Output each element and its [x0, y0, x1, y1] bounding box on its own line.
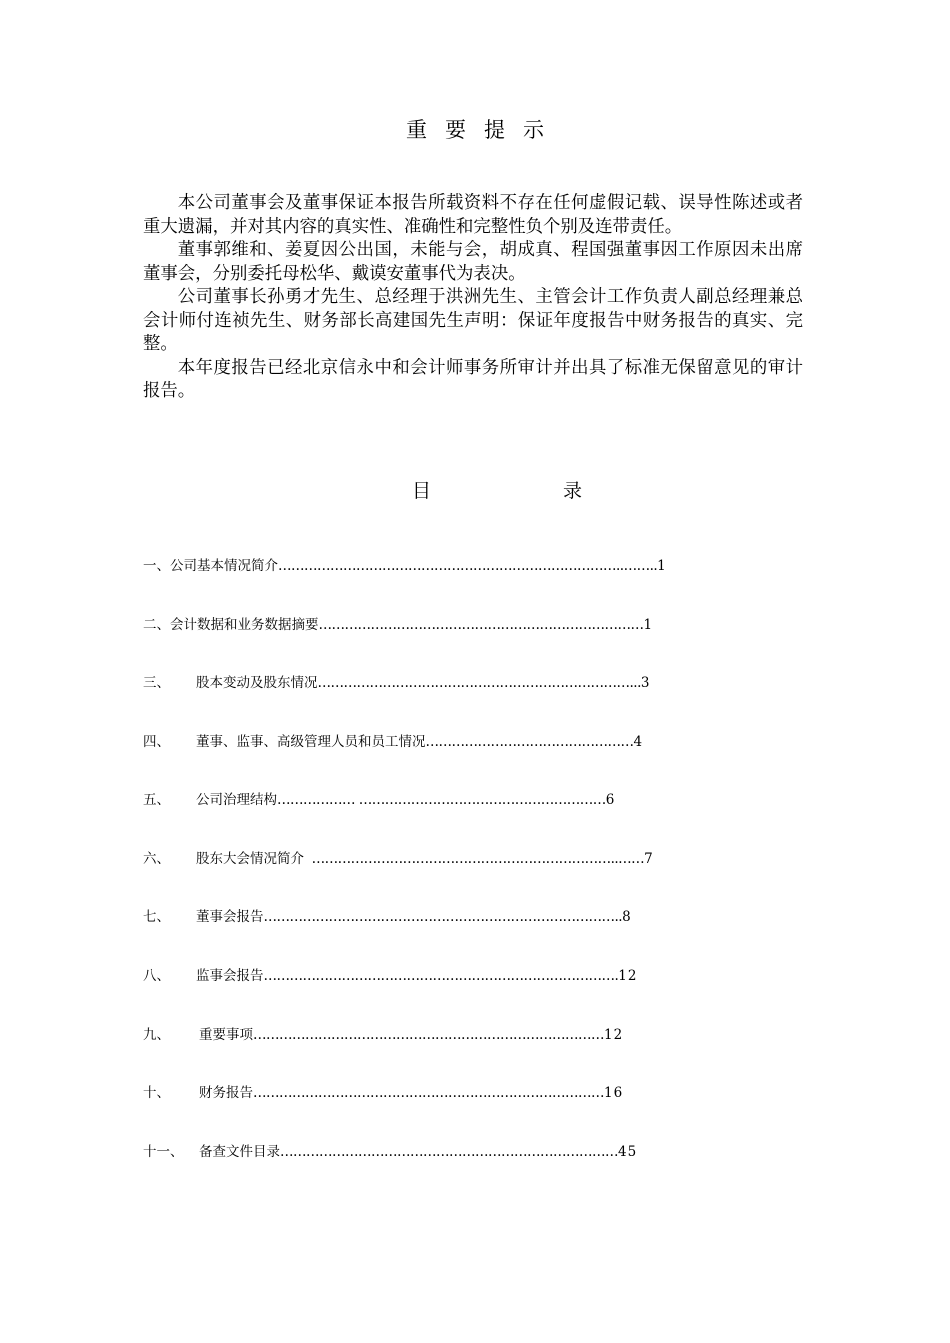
toc-item-text: 重要事项	[199, 1027, 253, 1043]
toc-item-page: 12	[618, 968, 638, 984]
toc-item-number: 一、	[143, 558, 170, 574]
toc-item[interactable]	[143, 1084, 623, 1102]
toc-item[interactable]	[143, 850, 654, 868]
toc-item-number: 五、	[143, 792, 170, 808]
toc-item-number: 二、	[143, 617, 170, 633]
toc-leader-dots: ………………………………………………………………………	[253, 1027, 604, 1043]
toc-item[interactable]	[143, 791, 615, 809]
notice-paragraph: 本公司董事会及董事保证本报告所载资料不存在任何虚假记载、误导性陈述或者重大遗漏，并对其内容的真实性、准确性和完整性负个别及连带责任。	[143, 193, 803, 237]
toc-item-text: 备查文件目录	[199, 1144, 280, 1160]
toc-item-text: 股本变动及股东情况	[196, 675, 318, 691]
page-title: 重要提示	[406, 118, 562, 142]
toc-item-page: 3	[640, 675, 651, 691]
toc-item-page: 6	[605, 792, 616, 808]
toc-item-number: 六、	[143, 851, 170, 867]
toc-item[interactable]	[143, 908, 632, 926]
toc-leader-dots: ……………………………………………………………………..……..	[278, 558, 658, 574]
important-notice	[143, 192, 803, 404]
toc-item-text: 监事会报告	[196, 968, 264, 984]
toc-item-page: 7	[644, 851, 654, 867]
toc-item[interactable]	[143, 674, 650, 692]
toc-leader-dots: ……………………………………………………………………….	[263, 968, 619, 984]
toc-leader-dots: ………………………………………………………………...	[317, 675, 641, 691]
toc-leader-dots: ………………………………………………………………………..	[263, 909, 623, 925]
toc-item-text: 董事会报告	[196, 909, 264, 925]
toc-item[interactable]	[143, 557, 667, 575]
toc-item-text: 公司治理结构	[196, 792, 277, 808]
toc-item-number: 九、	[143, 1027, 170, 1043]
toc-item[interactable]	[143, 1026, 623, 1044]
toc-item-text: 董事、监事、高级管理人员和员工情况	[196, 734, 426, 750]
toc-leader-dots: ……………………………………………………………..……	[304, 851, 645, 867]
toc-title-right: 录	[562, 480, 582, 502]
toc-item-page: 12	[604, 1027, 624, 1043]
toc-item-page: 1	[657, 558, 667, 574]
toc-item-text: 财务报告	[199, 1085, 253, 1101]
notice-paragraph: 董事郭维和、姜夏因公出国，未能与会，胡成真、程国强董事因工作原因未出席董事会，分别委托母松华、戴谟安董事代为表决。	[143, 240, 803, 284]
toc-item[interactable]	[143, 1143, 637, 1161]
notice-paragraph: 公司董事长孙勇才先生、总经理于洪洲先生、主管会计工作负责人副总经理兼总会计师付连祯先生、财务部长高建国先生声明：保证年度报告中财务报告的真实、完整。	[143, 287, 803, 354]
toc-item-page: 45	[618, 1144, 638, 1160]
toc-item[interactable]	[143, 616, 653, 634]
toc-leader-dots: …………………………………………	[425, 734, 634, 750]
toc-leader-dots: …………………………………………………………………	[318, 617, 644, 633]
toc-item[interactable]	[143, 733, 643, 751]
toc-item-number: 十一、	[143, 1144, 184, 1160]
toc-title-left: 目	[412, 480, 432, 502]
toc-leader-dots: ……………… …………………………………………………	[277, 792, 606, 808]
toc-item-page: 8	[622, 909, 632, 925]
toc-item-number: 四、	[143, 734, 170, 750]
toc-item-number: 八、	[143, 968, 170, 984]
toc-item-page: 16	[604, 1085, 624, 1101]
toc-leader-dots: ……………………………………………………………………	[280, 1144, 618, 1160]
toc-item[interactable]	[143, 967, 637, 985]
toc-item-text: 公司基本情况简介	[170, 558, 278, 574]
toc-item-page: 4	[633, 734, 644, 750]
toc-item-page: 1	[643, 617, 654, 633]
toc-item-text: 股东大会情况简介	[196, 851, 304, 867]
toc-title	[412, 476, 582, 503]
notice-paragraph: 本年度报告已经北京信永中和会计师事务所审计并出具了标准无保留意见的审计报告。	[143, 357, 803, 401]
toc-leader-dots: ………………………………………………………………………	[253, 1085, 604, 1101]
toc-item-number: 十、	[143, 1085, 170, 1101]
toc-item-number: 七、	[143, 909, 170, 925]
toc-item-number: 三、	[143, 675, 170, 691]
toc-item-text: 会计数据和业务数据摘要	[170, 617, 319, 633]
